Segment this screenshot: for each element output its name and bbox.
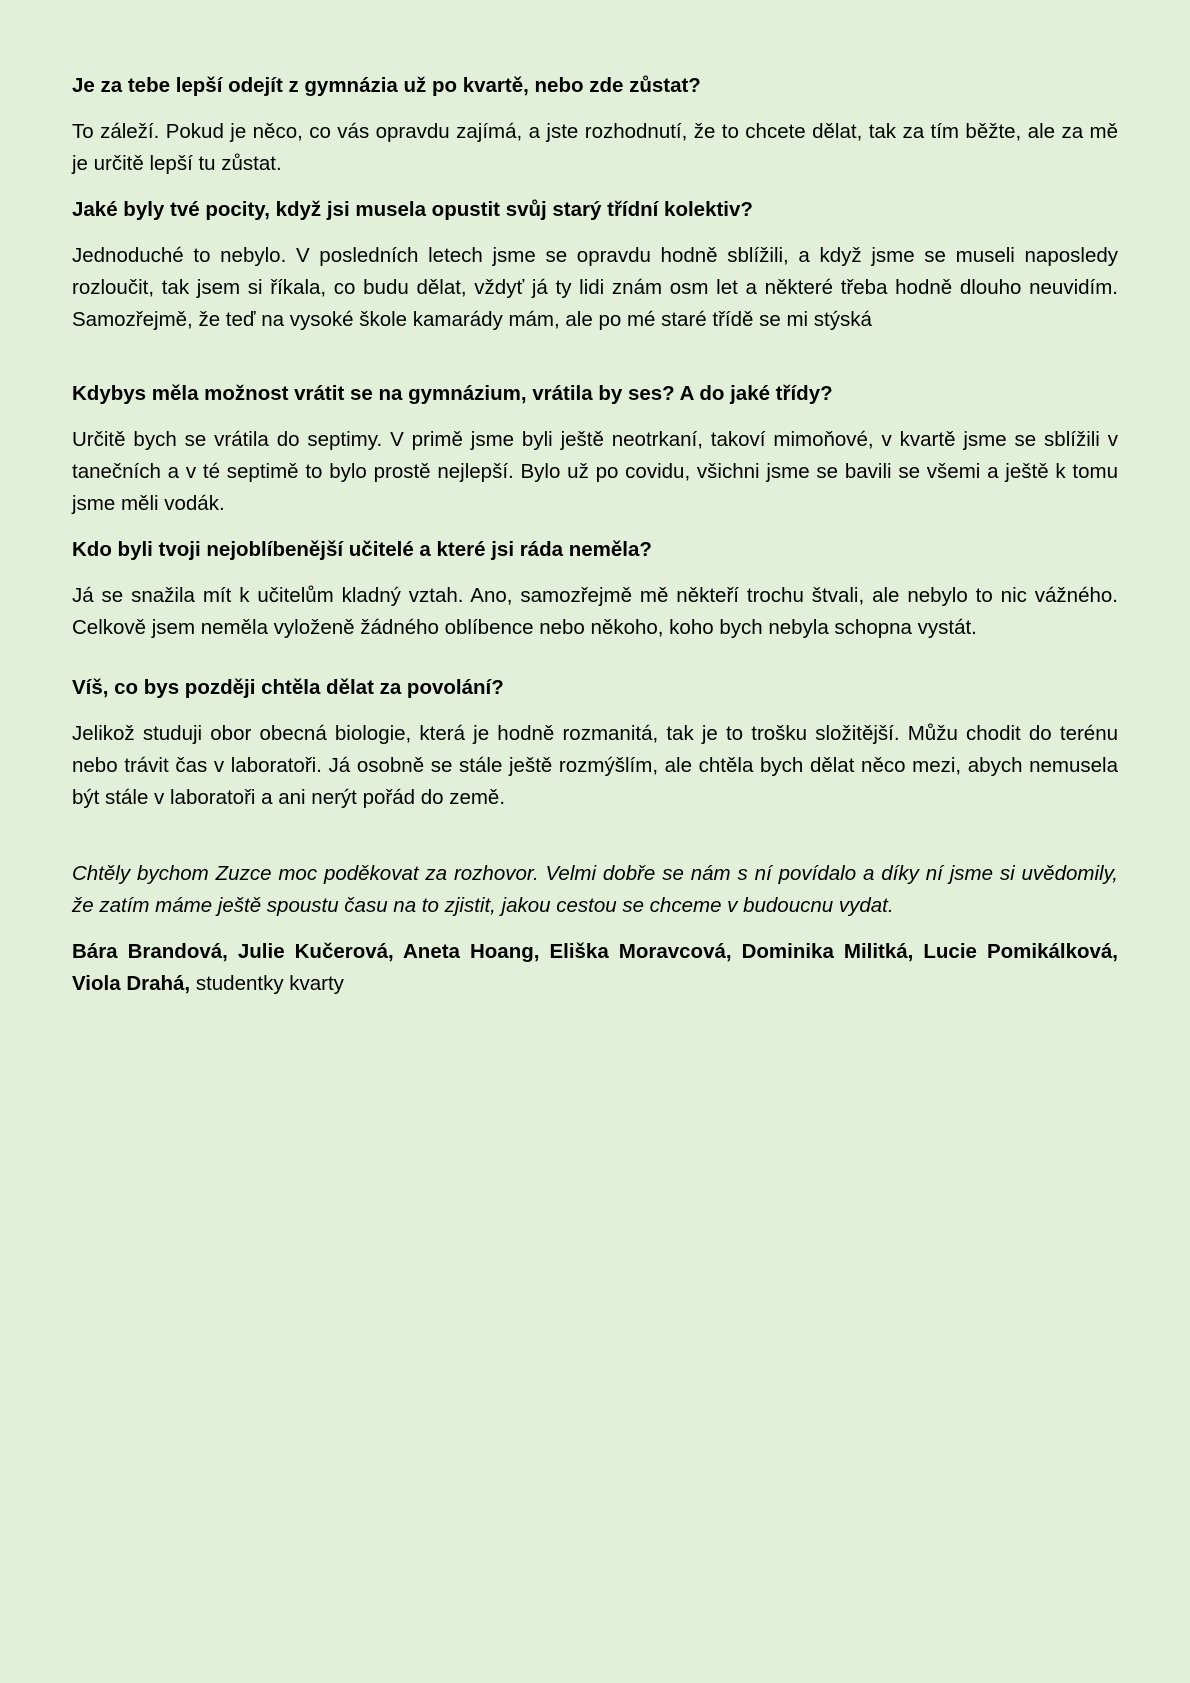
signature — [72, 936, 1118, 1000]
question-5: Víš, co bys později chtěla dělat za povolání? — [72, 676, 504, 699]
answer-4: Já se snažila mít k učitelům kladný vztah. Ano, samozřejmě mě někteří trochu štvali, ale nebylo to nic vážného. Celkově jsem neměla vyloženě žádného oblíbence nebo někoho, koho bych nebyla schopna vystát. — [72, 584, 1118, 639]
question-3: Kdybys měla možnost vrátit se na gymnázium, vrátila by ses? A do jaké třídy? — [72, 382, 833, 405]
author-role: studentky kvarty — [190, 972, 344, 995]
thanks-paragraph: Chtěly bychom Zuzce moc poděkovat za rozhovor. Velmi dobře se nám s ní povídalo a díky ní jsme si uvědomily, že zatím máme ještě spoustu času na to zjistit, jakou cestou se chceme v budoucnu vydat. — [72, 862, 1118, 917]
answer-5: Jelikož studuji obor obecná biologie, která je hodně rozmanitá, tak je to trošku složitější. Můžu chodit do terénu nebo trávit čas v laboratoři. Já osobně se stále ještě rozmýšlím, ale chtěla bych dělat něco mezi, abych nemusela být stále v laboratoři a ani nerýt pořád do země. — [72, 722, 1118, 809]
author-names: Bára Brandová, Julie Kučerová, Aneta Hoang, Eliška Moravcová, Dominika Militká, Lucie Pomikálková, Viola Drahá, — [72, 940, 1118, 995]
question-2: Jaké byly tvé pocity, když jsi musela opustit svůj starý třídní kolektiv? — [72, 198, 753, 221]
question-4: Kdo byli tvoji nejoblíbenější učitelé a které jsi ráda neměla? — [72, 538, 652, 561]
question-1: Je za tebe lepší odejít z gymnázia už po kvartě, nebo zde zůstat? — [72, 74, 701, 97]
answer-2: Jednoduché to nebylo. V posledních letech jsme se opravdu hodně sblížili, a když jsme se museli naposledy rozloučit, tak jsem si říkala, co budu dělat, vždyť já ty lidi znám osm let a některé třeba hodně dlouho neuvidím. Samozřejmě, že teď na vysoké škole kamarády mám, ale po mé staré třídě se mi stýská — [72, 244, 1118, 331]
answer-1: To záleží. Pokud je něco, co vás opravdu zajímá, a jste rozhodnutí, že to chcete dělat, tak za tím běžte, ale za mě je určitě lepší tu zůstat. — [72, 120, 1118, 175]
answer-3: Určitě bych se vrátila do septimy. V primě jsme byli ještě neotrkaní, takoví mimoňové, v kvartě jsme se sblížili v tanečních a v té septimě to bylo prostě nejlepší. Bylo už po covidu, všichni jsme se bavili se všemi a ještě k tomu jsme měli vodák. — [72, 428, 1118, 515]
